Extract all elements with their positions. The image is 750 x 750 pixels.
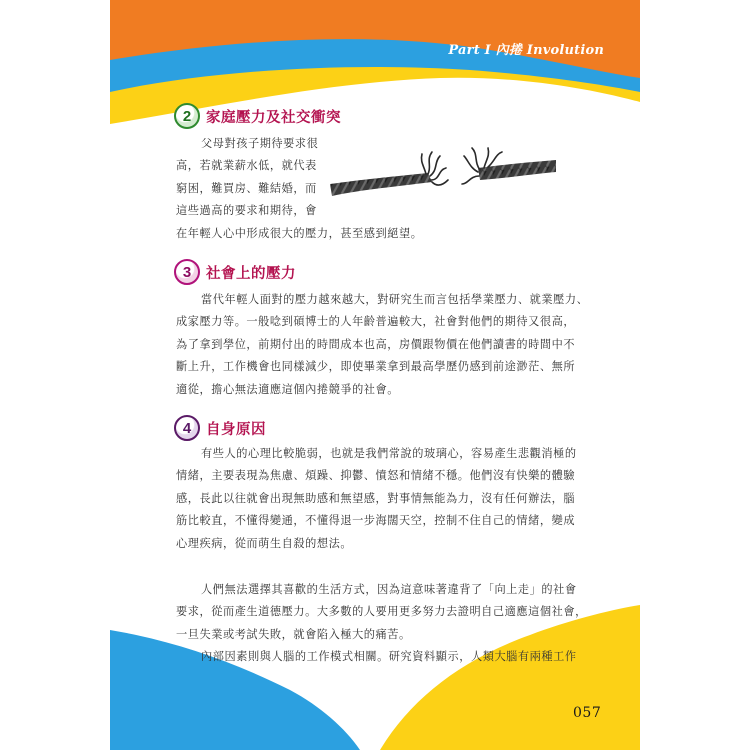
text-line: 要求，從而產生道德壓力。大多數的人要用更多努力去證明自己適應這個社會， (176, 605, 587, 619)
text-line: 成家壓力等。一般唸到碩博士的人年齡普遍較大，社會對他們的期待又很高， (176, 315, 576, 329)
header-title: Part I 內捲 Involution (448, 43, 604, 58)
section-number-badge: 4 (174, 415, 200, 441)
text-line: 內部因素則與人腦的工作模式相關。研究資料顯示，人類大腦有兩種工作 (201, 650, 577, 664)
section-heading-family-pressure (174, 103, 341, 129)
frayed-rope-image (328, 140, 558, 210)
text-line: 當代年輕人面對的壓力越來越大，對研究生而言包括學業壓力、就業壓力、 (201, 293, 589, 306)
text-line: 為了拿到學位，前期付出的時間成本也高，房價跟物價在他們讀書的時間中不 (176, 337, 576, 351)
section-number-badge: 2 (174, 103, 200, 129)
section-title: 自身原因 (206, 421, 266, 438)
section-title: 家庭壓力及社交衝突 (206, 109, 341, 126)
text-line: 斷上升，工作機會也同樣減少，即使畢業拿到最高學歷仍感到前途渺茫、無所 (176, 360, 576, 374)
text-line: 高，若就業薪水低，就代表 (176, 159, 317, 173)
text-line: 情緒，主要表現為焦慮、煩躁、抑鬱、憤怒和情緒不穩。他們沒有快樂的體驗 (176, 469, 576, 483)
text-line: 人們無法選擇其喜歡的生活方式，因為這意味著違背了「向上走」的社會 (201, 583, 577, 596)
section-heading-personal-reasons (174, 415, 266, 441)
book-page (110, 0, 640, 750)
text-line: 窮困，難買房、難結婚，而 (176, 181, 317, 195)
page-number: 057 (573, 705, 602, 721)
text-line: 筋比較直，不懂得變通，不懂得退一步海闊天空，控制不住自己的情緒，變成 (176, 514, 576, 528)
text-line: 在年輕人心中形成很大的壓力，甚至感到絕望。 (176, 226, 423, 240)
text-line: 父母對孩子期待要求很 (201, 137, 319, 150)
text-line: 感，長此以往就會出現無助感和無望感，對事情無能為力，沒有任何辦法，腦 (176, 491, 576, 505)
body-paragraph (176, 579, 601, 669)
text-line: 一旦失業或考試失敗，就會陷入極大的痛苦。 (176, 627, 411, 641)
text-line: 心理疾病，從而萌生自殺的想法。 (176, 536, 353, 550)
section-paragraph (176, 289, 601, 401)
text-line: 適從，擔心無法適應這個內捲競爭的社會。 (176, 382, 400, 396)
section-title: 社會上的壓力 (206, 265, 296, 282)
text-line: 有些人的心理比較脆弱，也就是我們常說的玻璃心，容易產生悲觀消極的 (201, 447, 577, 460)
text-line: 這些過高的要求和期待，會 (176, 204, 317, 218)
section-number-badge: 3 (174, 259, 200, 285)
section-heading-social-pressure (174, 259, 296, 285)
section-paragraph (176, 443, 601, 555)
